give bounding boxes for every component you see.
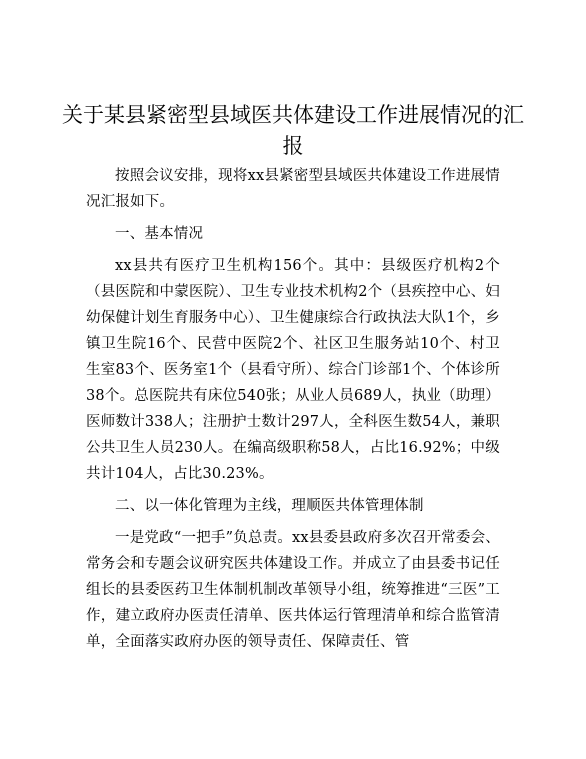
section-1-paragraph: xx县共有医疗卫生机构156个。其中：县级医疗机构2个（县医院和中蒙医院）、卫生专业技术机构2个（县疾控中心、妇幼保健计划生育服务中心）、卫生健康综合行政执法大队1个，乡镇卫生院16个、民营中医院2个、社区卫生服务站10个、村卫生室83个、医务室1个（县看守所）、综合门诊部1个、个体诊所38个。总医院共有床位540张；从业人员689人，执业（助理）医师数计338人；注册护士数计297人，全科医生数54人，兼职公共卫生人员230人。在编高级职称58人，占比16.92%；中级共计104人，占比30.23%。 (86, 258, 500, 482)
document-body (86, 163, 500, 661)
section-2-heading: 二、以一体化管理为主线，理顺医共体管理体制 (115, 498, 424, 514)
intro-paragraph: 按照会议安排，现将xx县紧密型县域医共体建设工作进展情况汇报如下。 (86, 168, 500, 210)
section-1-heading: 一、基本情况 (115, 226, 204, 242)
section-2-paragraph: 一是党政“一把手”负总责。xx县委县政府多次召开常委会、常务会和专题会议研究医共体建设工作。并成立了由县委书记任组长的县委医药卫生体制机制改革领导小组，统筹推进“三医”工作，建立政府办医责任清单、医共体运行管理清单和综合监管清单，全面落实政府办医的领导责任、保障责任、管 (86, 530, 500, 650)
document-title: 关于某县紧密型县域医共体建设工作进展情况的汇报 (62, 103, 524, 158)
